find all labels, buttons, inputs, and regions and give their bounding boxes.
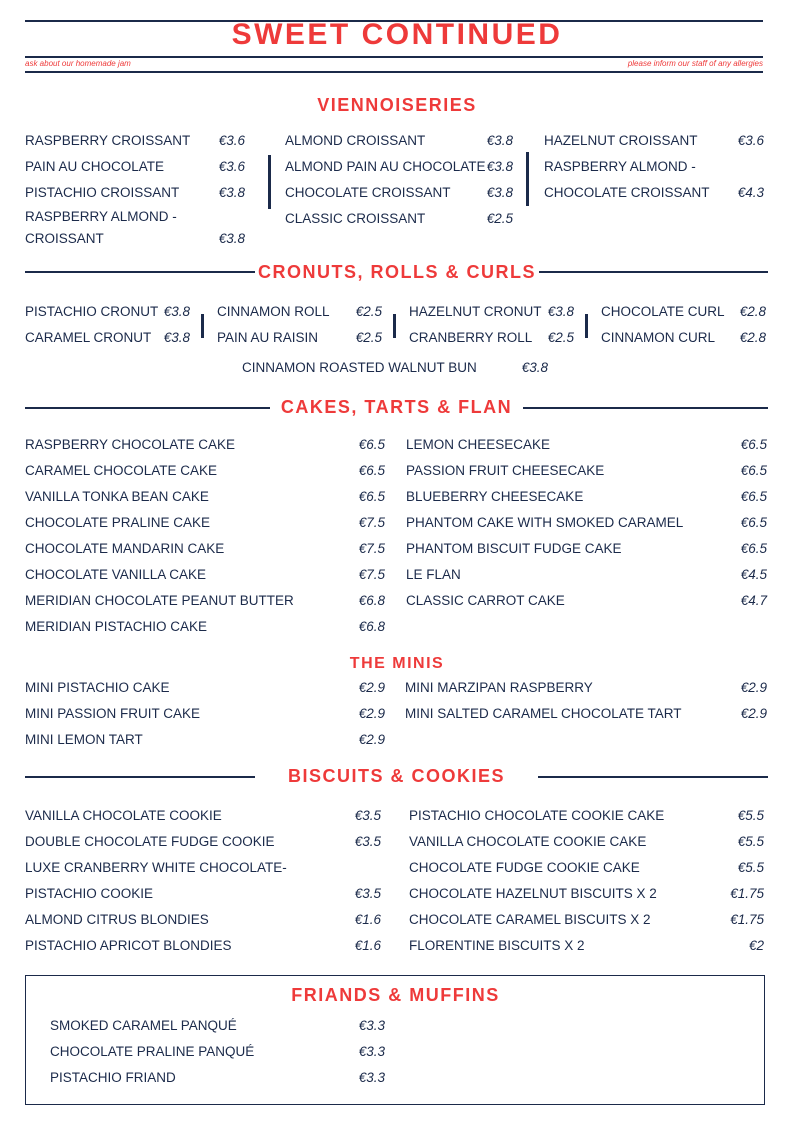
menu-item-name: PISTACHIO CRONUT: [25, 304, 159, 319]
menu-item-price: €7.5: [358, 541, 385, 556]
menu-item-name: CHOCOLATE MANDARIN CAKE: [25, 541, 225, 556]
menu-item-price: €1.75: [730, 912, 764, 927]
menu-item-price: €2.5: [547, 330, 574, 345]
section-title-cronuts: CRONUTS, ROLLS & CURLS: [258, 262, 536, 282]
menu-item-name: MERIDIAN PISTACHIO CAKE: [25, 619, 208, 634]
menu-item-price: €3.8: [486, 133, 513, 148]
menu-item-price: €3.8: [547, 304, 574, 319]
menu-item-name: CINNAMON CURL: [601, 330, 716, 345]
menu-item-name: HAZELNUT CRONUT: [409, 304, 542, 319]
section-title-cakes: CAKES, TARTS & FLAN: [280, 397, 513, 417]
header-note-right: please inform our staff of any allergies: [627, 59, 763, 68]
menu-item-price: €5.5: [737, 834, 764, 849]
section-title-friands: FRIANDS & MUFFINS: [291, 985, 500, 1005]
menu-item-name-line2: PISTACHIO COOKIE: [25, 886, 154, 901]
menu-item-name: LUXE CRANBERRY WHITE CHOCOLATE-: [25, 860, 287, 875]
section-rule-left: [25, 407, 270, 409]
menu-item-name: MINI LEMON TART: [25, 732, 143, 747]
menu-item-price: €6.8: [358, 593, 385, 608]
menu-item-name: VANILLA CHOCOLATE COOKIE CAKE: [409, 834, 647, 849]
menu-item-price: €3.3: [358, 1070, 385, 1085]
menu-item-price: €2.5: [355, 304, 382, 319]
menu-item-name: MINI PASSION FRUIT CAKE: [25, 706, 201, 721]
menu-item-price: €2.9: [358, 706, 385, 721]
menu-item-price: €6.5: [358, 489, 385, 504]
column-divider: [526, 152, 529, 206]
header-rule-2: [25, 71, 763, 73]
menu-item-name: LEMON CHEESECAKE: [406, 437, 551, 452]
menu-item-name: CARAMEL CHOCOLATE CAKE: [25, 463, 218, 478]
menu-item-name: RASPBERRY ALMOND -: [25, 209, 177, 224]
menu-item-name: CHOCOLATE VANILLA CAKE: [25, 567, 207, 582]
menu-item-price: €3.5: [354, 886, 381, 901]
menu-item-name: ALMOND PAIN AU CHOCOLATE: [285, 159, 486, 174]
menu-item-name: RASPBERRY CROISSANT: [25, 133, 191, 148]
menu-item-price: €6.5: [740, 489, 767, 504]
header-rule-1: [25, 56, 763, 58]
menu-item-name-line2: CROISSANT: [25, 231, 104, 246]
menu-item-name: CHOCOLATE CROISSANT: [285, 185, 451, 200]
menu-item-price: €1.75: [730, 886, 764, 901]
column-divider: [201, 314, 204, 338]
menu-item-price: €2.9: [358, 732, 385, 747]
page-title: SWEET CONTINUED: [231, 18, 563, 51]
menu-item-name: PISTACHIO CROISSANT: [25, 185, 180, 200]
menu-item-name: VANILLA CHOCOLATE COOKIE: [25, 808, 222, 823]
menu-item-name: MINI SALTED CARAMEL CHOCOLATE TART: [405, 706, 682, 721]
menu-item-price: €5.5: [737, 860, 764, 875]
menu-item-price: €5.5: [737, 808, 764, 823]
menu-item-price: €2.8: [739, 330, 766, 345]
menu-item-price: €3.6: [737, 133, 764, 148]
section-title-viennoiseries: VIENNOISERIES: [317, 95, 477, 115]
menu-item-name: MERIDIAN CHOCOLATE PEANUT BUTTER: [25, 593, 294, 608]
menu-item-price: €2.5: [355, 330, 382, 345]
menu-item-name: ALMOND CROISSANT: [285, 133, 426, 148]
menu-item-name: CINNAMON ROASTED WALNUT BUN: [242, 360, 477, 375]
menu-item-name: CHOCOLATE PRALINE PANQUÉ: [50, 1044, 255, 1059]
menu-item-price: €3.8: [486, 159, 513, 174]
menu-item-price: €3.8: [486, 185, 513, 200]
menu-item-name: PISTACHIO APRICOT BLONDIES: [25, 938, 232, 953]
menu-item-price: €2.9: [740, 680, 767, 695]
menu-item-price: €3.3: [358, 1044, 385, 1059]
menu-item-name: CHOCOLATE PRALINE CAKE: [25, 515, 211, 530]
menu-item-price: €7.5: [358, 515, 385, 530]
menu-item-name: CHOCOLATE FUDGE COOKIE CAKE: [409, 860, 640, 875]
header-note-left: ask about our homemade jam: [25, 59, 131, 68]
column-divider: [393, 314, 396, 338]
menu-item-price: €6.5: [740, 515, 767, 530]
menu-item-name: PAIN AU RAISIN: [217, 330, 319, 345]
menu-item-price: €2.9: [358, 680, 385, 695]
menu-item-price: €6.5: [358, 463, 385, 478]
menu-item-name: PISTACHIO FRIAND: [50, 1070, 176, 1085]
menu-item-name: PASSION FRUIT CHEESECAKE: [406, 463, 605, 478]
menu-item-name: PHANTOM CAKE WITH SMOKED CARAMEL: [406, 515, 684, 530]
menu-item-name: CARAMEL CRONUT: [25, 330, 152, 345]
section-title-minis: THE MINIS: [349, 655, 445, 672]
menu-item-price: €6.5: [740, 437, 767, 452]
menu-item-price: €2.9: [740, 706, 767, 721]
menu-item-name: CHOCOLATE CARAMEL BISCUITS X 2: [409, 912, 651, 927]
menu-item-name: ALMOND CITRUS BLONDIES: [25, 912, 209, 927]
menu-item-price: €4.5: [740, 567, 767, 582]
menu-item-price: €6.5: [358, 437, 385, 452]
menu-item-price: €7.5: [358, 567, 385, 582]
menu-item-name: LE FLAN: [406, 567, 461, 582]
menu-item-name: PISTACHIO CHOCOLATE COOKIE CAKE: [409, 808, 665, 823]
menu-item-price: €3.6: [218, 159, 245, 174]
menu-item-price: €1.6: [354, 912, 381, 927]
column-divider: [585, 314, 588, 338]
section-title-biscuits: BISCUITS & COOKIES: [287, 766, 506, 786]
menu-item-price: €4.3: [737, 185, 764, 200]
menu-item-name: PHANTOM BISCUIT FUDGE CAKE: [406, 541, 622, 556]
menu-item-price: €3.8: [218, 231, 245, 246]
menu-item-name: HAZELNUT CROISSANT: [544, 133, 698, 148]
section-rule-right: [539, 271, 768, 273]
menu-item-price: €3.5: [354, 808, 381, 823]
menu-item-price: €3.3: [358, 1018, 385, 1033]
menu-item-price: €3.8: [163, 330, 190, 345]
menu-item-name: FLORENTINE BISCUITS X 2: [409, 938, 585, 953]
menu-item-name: PAIN AU CHOCOLATE: [25, 159, 165, 174]
menu-item-price: €2.5: [486, 211, 513, 226]
menu-item-name: SMOKED CARAMEL PANQUÉ: [50, 1018, 237, 1033]
menu-item-price: €4.7: [740, 593, 767, 608]
menu-item-price: €2: [748, 938, 764, 953]
menu-item-name: CLASSIC CROISSANT: [285, 211, 426, 226]
section-rule-left: [25, 271, 255, 273]
menu-item-price: €3.5: [354, 834, 381, 849]
menu-item-name: DOUBLE CHOCOLATE FUDGE COOKIE: [25, 834, 275, 849]
menu-item-name: MINI PISTACHIO CAKE: [25, 680, 170, 695]
section-rule-left: [25, 776, 255, 778]
menu-item-price: €1.6: [354, 938, 381, 953]
column-divider: [268, 155, 271, 209]
menu-item-price: €3.8: [218, 185, 245, 200]
menu-item-name-line2: CHOCOLATE CROISSANT: [544, 185, 710, 200]
menu-item-name: VANILLA TONKA BEAN CAKE: [25, 489, 209, 504]
section-rule-right: [538, 776, 768, 778]
menu-item-name: BLUEBERRY CHEESECAKE: [406, 489, 584, 504]
menu-item-name: CINNAMON ROLL: [217, 304, 330, 319]
menu-item-name: CRANBERRY ROLL: [409, 330, 533, 345]
menu-item-name: CHOCOLATE HAZELNUT BISCUITS X 2: [409, 886, 657, 901]
menu-item-price: €3.6: [218, 133, 245, 148]
menu-item-price: €3.8: [163, 304, 190, 319]
menu-item-name: RASPBERRY CHOCOLATE CAKE: [25, 437, 236, 452]
menu-item-name: CHOCOLATE CURL: [601, 304, 725, 319]
menu-item-price: €3.8: [521, 360, 548, 375]
menu-item-name: RASPBERRY ALMOND -: [544, 159, 696, 174]
section-rule-right: [523, 407, 768, 409]
menu-item-price: €6.5: [740, 463, 767, 478]
menu-item-price: €6.8: [358, 619, 385, 634]
menu-item-price: €2.8: [739, 304, 766, 319]
menu-item-name: MINI MARZIPAN RASPBERRY: [405, 680, 593, 695]
menu-item-price: €6.5: [740, 541, 767, 556]
menu-item-name: CLASSIC CARROT CAKE: [406, 593, 565, 608]
